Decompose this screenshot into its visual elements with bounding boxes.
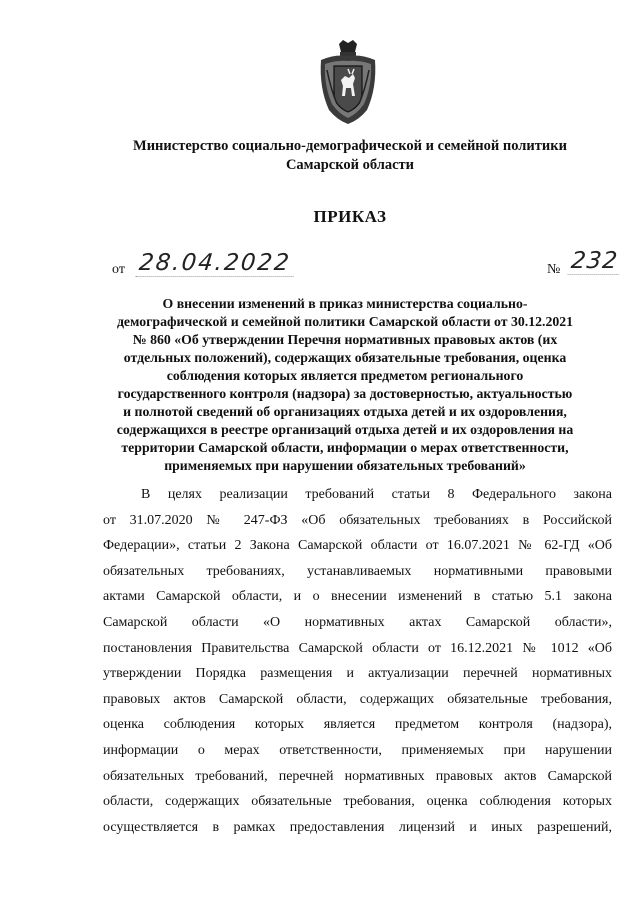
body-line: от 31.07.2020 № 247-ФЗ «Об обязательных требованиях в Российской	[103, 512, 612, 528]
number-prefix: №	[547, 262, 561, 277]
subject-line: содержащихся в реестре организаций отдыха детей и их оздоровления на	[116, 422, 574, 437]
subject-line: отдельных положений), содержащих обязательные требования, оценка	[123, 350, 567, 365]
date-prefix: от	[112, 262, 125, 277]
order-date-number-line	[112, 250, 622, 284]
body-line: информации о мерах ответственности, применяемых при нарушении	[103, 742, 612, 758]
body-line: постановления Правительства Самарской области от 16.12.2021 № 1012 «Об	[103, 640, 612, 656]
body-line: области, содержащих обязательные требования, оценка соблюдения которых	[103, 794, 612, 810]
body-line: Самарской области «О нормативных актах Самарской области»,	[103, 614, 612, 630]
order-subject	[80, 295, 610, 475]
ministry-name	[100, 137, 600, 175]
body-paragraph	[103, 482, 612, 840]
handwritten-number: 232	[568, 248, 622, 275]
body-line: В целях реализации требований статьи 8 Федерального закона	[141, 487, 612, 502]
handwritten-date: 28.04.2022	[136, 250, 297, 277]
coat-of-arms-icon	[317, 40, 379, 126]
body-line: оценка соблюдения которых является предметом контроля (надзора),	[103, 717, 612, 733]
subject-line: применяемых при нарушении обязательных требований»	[164, 458, 526, 473]
subject-line: территории Самарской области, информации о мерах ответственности,	[121, 440, 569, 455]
subject-line: демографической и семейной политики Самарской области от 30.12.2021	[116, 314, 574, 329]
body-line: осуществляется в рамках предоставления лицензий и иных разрешений,	[103, 819, 612, 835]
body-line: утверждении Порядка размещения и актуализации перечней нормативных	[103, 666, 612, 682]
body-line: актами Самарской области, и о внесении изменений в статью 5.1 закона	[103, 589, 612, 605]
subject-line: соблюдения которых является предметом регионального	[166, 368, 524, 383]
body-line: Федерации», статьи 2 Закона Самарской области от 16.07.2021 № 62-ГД «Об	[103, 538, 612, 554]
subject-line: О внесении изменений в приказ министерства социально-	[162, 296, 528, 311]
body-line: обязательных требованиях, устанавливаемых нормативными правовыми	[103, 563, 612, 579]
subject-line: и полнотой сведений об организациях отдыха детей и их оздоровления,	[123, 404, 567, 419]
ministry-name-line-2: Самарской области	[285, 157, 415, 173]
subject-line: № 860 «Об утверждении Перечня нормативных правовых актов (их	[132, 332, 558, 347]
body-line: обязательных требований, перечней нормативных правовых актов Самарской	[103, 768, 612, 784]
body-line: правовых актов Самарской области, содержащих обязательные требования,	[103, 691, 612, 707]
subject-line: государственного контроля (надзора) за достоверностью, актуальностью	[117, 386, 573, 401]
ministry-name-line-1: Министерство социально-демографической и семейной политики	[133, 138, 567, 154]
document-title: ПРИКАЗ	[313, 207, 387, 226]
